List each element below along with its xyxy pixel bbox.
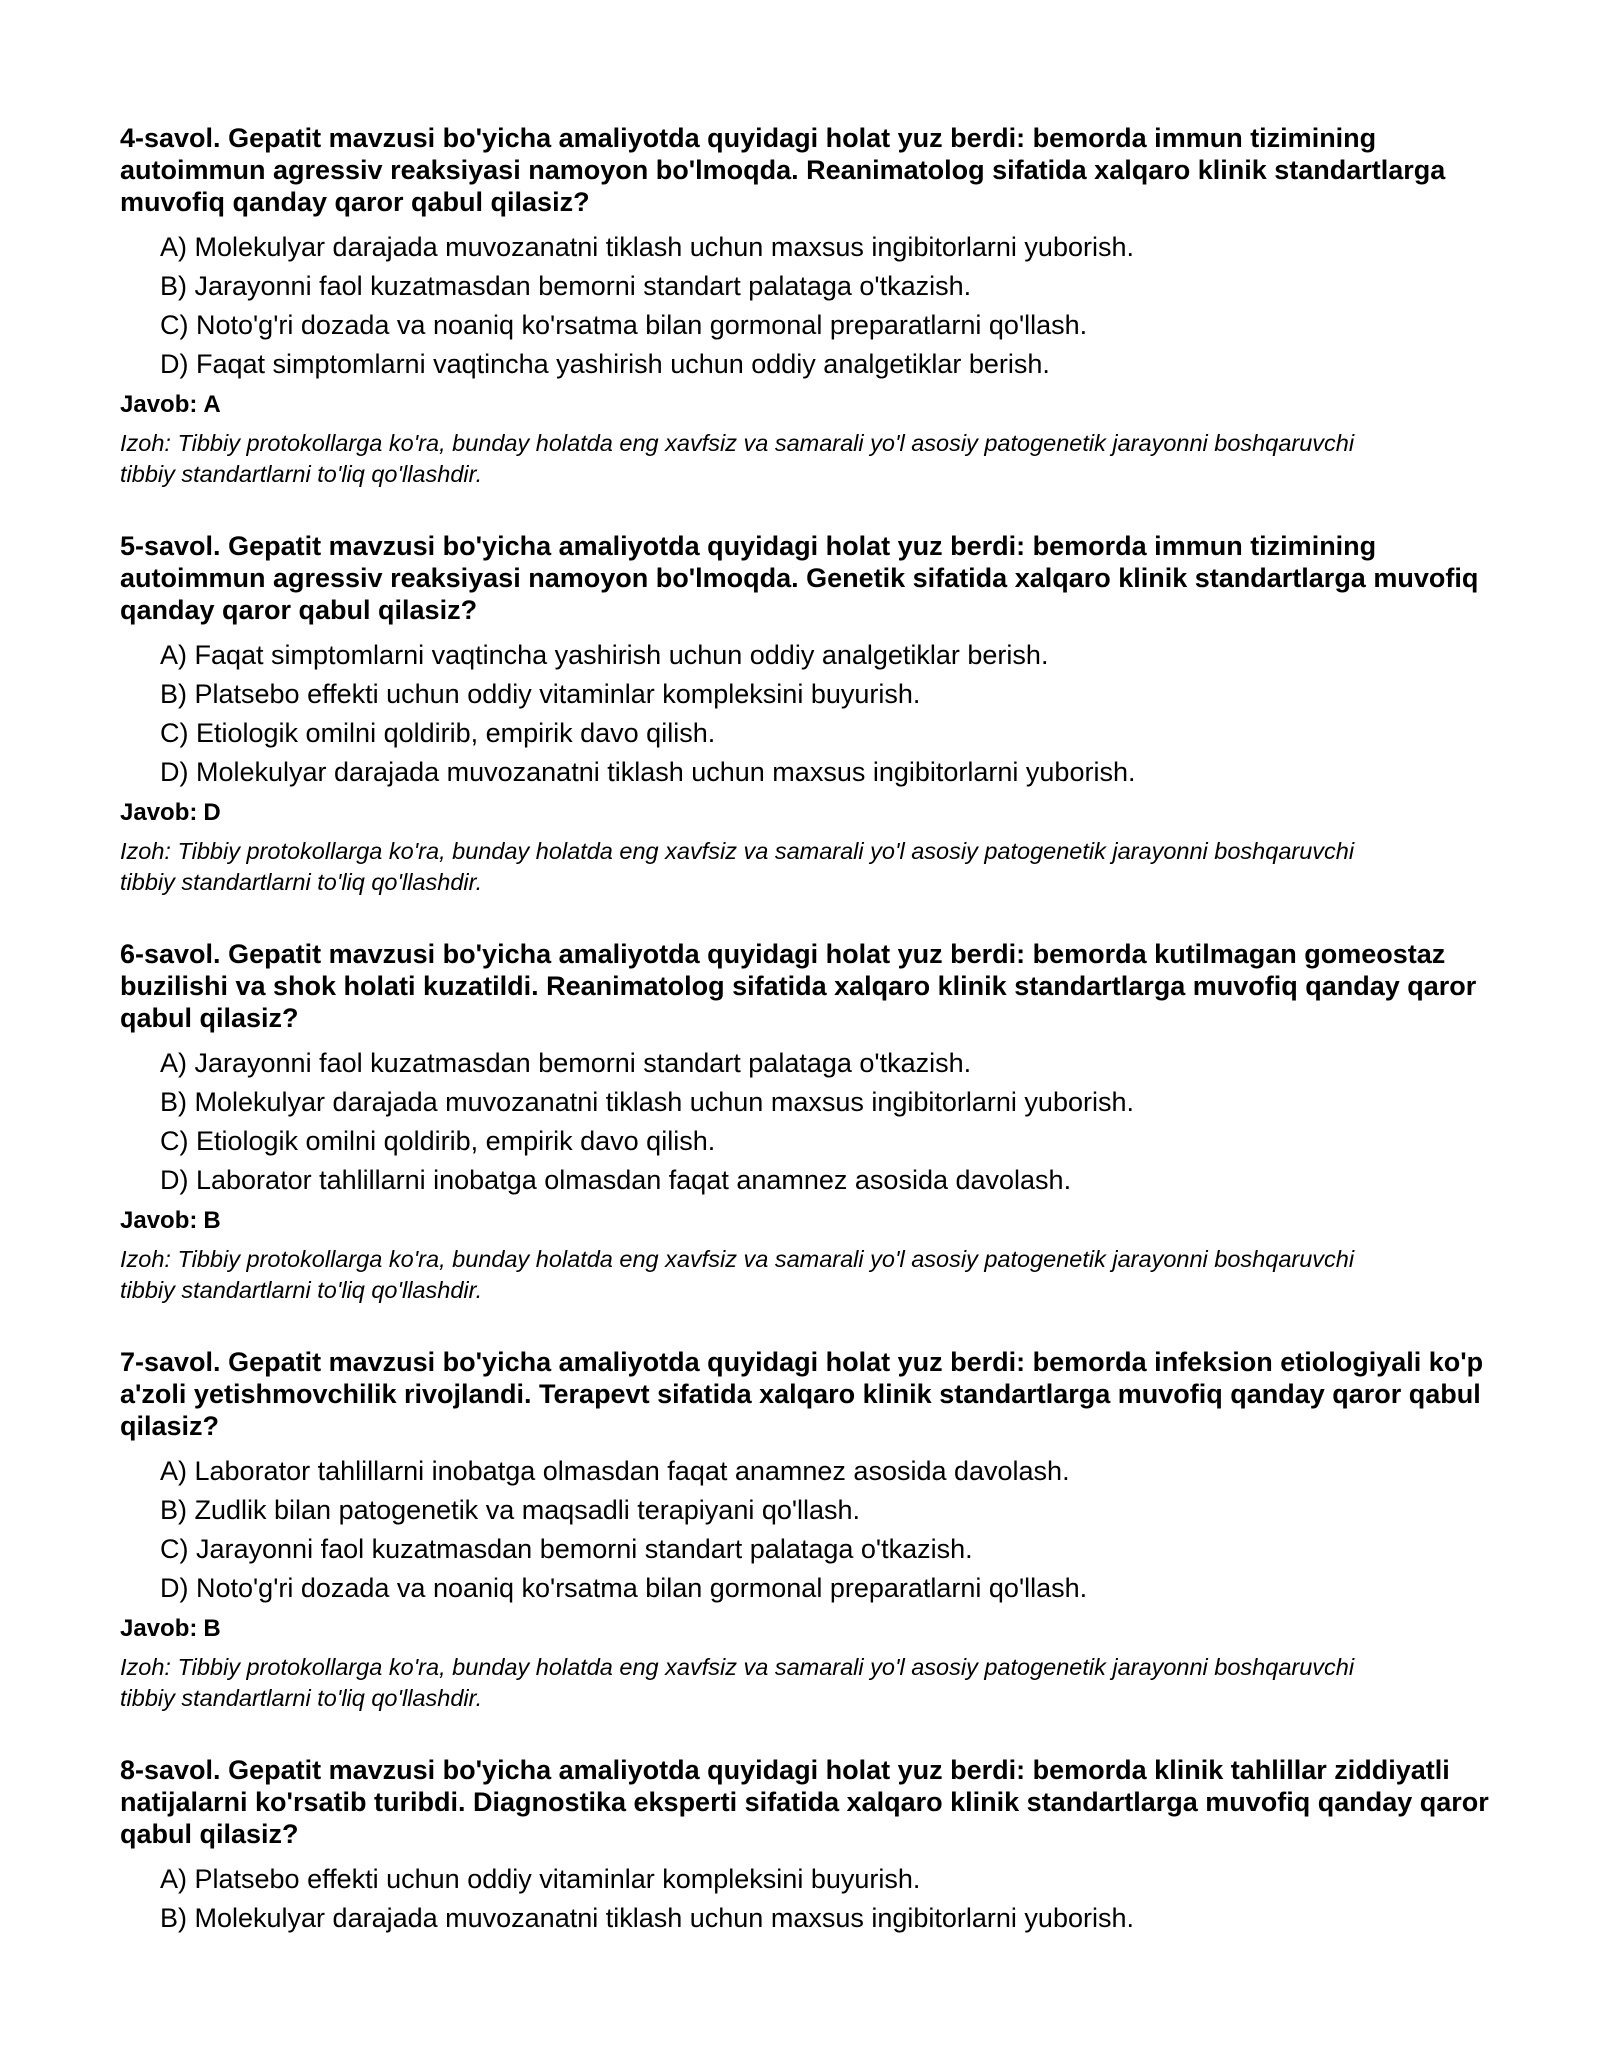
answer-value: B	[203, 1207, 221, 1234]
answer-options	[120, 1860, 1500, 1938]
option-a: A) Laborator tahlillarni inobatga olmasdan faqat anamnez asosida davolash.	[160, 1456, 1070, 1486]
answer-line	[120, 1614, 1500, 1644]
question-title	[120, 1754, 1500, 1850]
option-b: B) Platsebo effekti uchun oddiy vitaminlar kompleksini buyurish.	[160, 679, 921, 709]
question-number: 7-savol.	[120, 1347, 221, 1377]
explanation-note: Izoh: Tibbiy protokollarga ko'ra, bunday holatda eng xavfsiz va samarali yo'l asosiy patogenetik jarayonni boshqaruvchi tibbiy standartlarni to'liq qo'llashdir.	[120, 430, 1355, 487]
answer-value: D	[203, 799, 221, 826]
question-number: 4-savol.	[120, 123, 221, 153]
question-text: Gepatit mavzusi bo'yicha amaliyotda quyidagi holat yuz berdi: bemorda immun tizimining autoimmun agressiv reaksiyasi namoyon bo'lmoqda. Reanimatolog sifatida xalqaro klinik standartlarga muvofiq qanday qaror qabul qilasiz?	[120, 123, 1446, 217]
option-a: A) Platsebo effekti uchun oddiy vitaminlar kompleksini buyurish.	[160, 1864, 921, 1894]
answer-options	[120, 636, 1500, 792]
explanation-note: Izoh: Tibbiy protokollarga ko'ra, bunday holatda eng xavfsiz va samarali yo'l asosiy patogenetik jarayonni boshqaruvchi tibbiy standartlarni to'liq qo'llashdir.	[120, 1246, 1355, 1303]
question-title	[120, 1346, 1500, 1442]
answer-label: Javob:	[120, 799, 198, 826]
question-text: Gepatit mavzusi bo'yicha amaliyotda quyidagi holat yuz berdi: bemorda infeksion etiologiyali ko'p a'zoli yetishmovchilik rivojlandi. Terapevt sifatida xalqaro klinik standartlarga muvofiq qanday qaror qabul qilasiz?	[120, 1347, 1484, 1441]
option-a: A) Faqat simptomlarni vaqtincha yashirish uchun oddiy analgetiklar berish.	[160, 640, 1049, 670]
answer-line	[120, 1206, 1500, 1236]
option-b: B) Molekulyar darajada muvozanatni tiklash uchun maxsus ingibitorlarni yuborish.	[160, 1087, 1134, 1117]
question-title	[120, 122, 1500, 218]
option-c: C) Noto'g'ri dozada va noaniq ko'rsatma bilan gormonal preparatlarni qo'llash.	[160, 310, 1088, 340]
answer-options	[120, 228, 1500, 384]
question-6	[120, 938, 1500, 1306]
question-8	[120, 1754, 1500, 1938]
option-b: B) Zudlik bilan patogenetik va maqsadli terapiyani qo'llash.	[160, 1495, 861, 1525]
question-number: 8-savol.	[120, 1755, 221, 1785]
explanation-note: Izoh: Tibbiy protokollarga ko'ra, bunday holatda eng xavfsiz va samarali yo'l asosiy patogenetik jarayonni boshqaruvchi tibbiy standartlarni to'liq qo'llashdir.	[120, 1654, 1355, 1711]
explanation-note: Izoh: Tibbiy protokollarga ko'ra, bunday holatda eng xavfsiz va samarali yo'l asosiy patogenetik jarayonni boshqaruvchi tibbiy standartlarni to'liq qo'llashdir.	[120, 838, 1355, 895]
answer-line	[120, 390, 1500, 420]
answer-options	[120, 1044, 1500, 1200]
answer-label: Javob:	[120, 1207, 198, 1234]
question-7	[120, 1346, 1500, 1714]
question-number: 5-savol.	[120, 531, 221, 561]
answer-label: Javob:	[120, 1615, 198, 1642]
question-4	[120, 122, 1500, 490]
option-c: C) Etiologik omilni qoldirib, empirik davo qilish.	[160, 1126, 716, 1156]
option-b: B) Molekulyar darajada muvozanatni tiklash uchun maxsus ingibitorlarni yuborish.	[160, 1903, 1134, 1933]
option-b: B) Jarayonni faol kuzatmasdan bemorni standart palataga o'tkazish.	[160, 271, 972, 301]
option-c: C) Jarayonni faol kuzatmasdan bemorni standart palataga o'tkazish.	[160, 1534, 973, 1564]
answer-value: B	[203, 1615, 221, 1642]
question-title	[120, 938, 1500, 1034]
option-d: D) Laborator tahlillarni inobatga olmasdan faqat anamnez asosida davolash.	[160, 1165, 1072, 1195]
document-page	[120, 122, 1500, 1978]
answer-value: A	[203, 391, 221, 418]
question-5	[120, 530, 1500, 898]
option-d: D) Noto'g'ri dozada va noaniq ko'rsatma bilan gormonal preparatlarni qo'llash.	[160, 1573, 1088, 1603]
question-number: 6-savol.	[120, 939, 221, 969]
option-d: D) Faqat simptomlarni vaqtincha yashirish uchun oddiy analgetiklar berish.	[160, 349, 1050, 379]
question-text: Gepatit mavzusi bo'yicha amaliyotda quyidagi holat yuz berdi: bemorda klinik tahlillar ziddiyatli natijalarni ko'rsatib turibdi. Diagnostika eksperti sifatida xalqaro klinik standartlarga muvofiq qanday qaror qabul qilasiz?	[120, 1755, 1489, 1849]
option-c: C) Etiologik omilni qoldirib, empirik davo qilish.	[160, 718, 716, 748]
answer-line	[120, 798, 1500, 828]
question-text: Gepatit mavzusi bo'yicha amaliyotda quyidagi holat yuz berdi: bemorda kutilmagan gomeostaz buzilishi va shok holati kuzatildi. Reanimatolog sifatida xalqaro klinik standartlarga muvofiq qanday qaror qabul qilasiz?	[120, 939, 1477, 1033]
answer-options	[120, 1452, 1500, 1608]
question-text: Gepatit mavzusi bo'yicha amaliyotda quyidagi holat yuz berdi: bemorda immun tizimining autoimmun agressiv reaksiyasi namoyon bo'lmoqda. Genetik sifatida xalqaro klinik standartlarga muvofiq qanday qaror qabul qilasiz?	[120, 531, 1479, 625]
option-a: A) Jarayonni faol kuzatmasdan bemorni standart palataga o'tkazish.	[160, 1048, 972, 1078]
question-title	[120, 530, 1500, 626]
option-a: A) Molekulyar darajada muvozanatni tiklash uchun maxsus ingibitorlarni yuborish.	[160, 232, 1134, 262]
option-d: D) Molekulyar darajada muvozanatni tiklash uchun maxsus ingibitorlarni yuborish.	[160, 757, 1136, 787]
answer-label: Javob:	[120, 391, 198, 418]
